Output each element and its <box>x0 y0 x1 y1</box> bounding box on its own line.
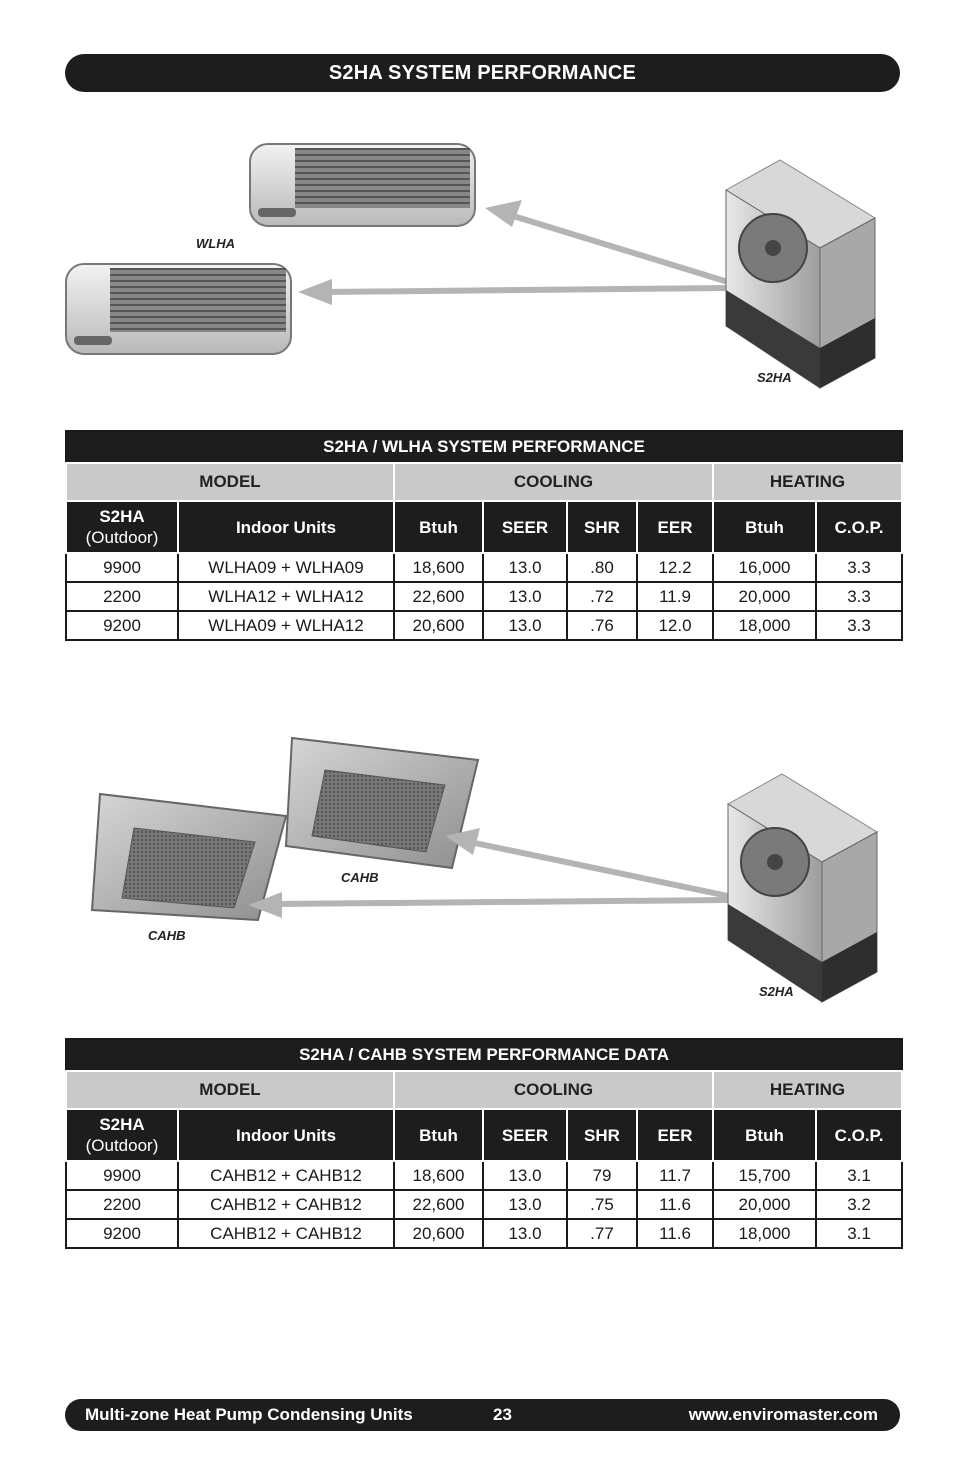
group-model: MODEL <box>66 463 394 501</box>
col-cop: C.O.P. <box>816 501 902 553</box>
col-shr: SHR <box>567 501 637 553</box>
outdoor-unit <box>728 774 877 1002</box>
website-link[interactable]: www.enviromaster.com <box>688 1405 878 1424</box>
group-heating: HEATING <box>713 463 902 501</box>
col-cooling-btuh: Btuh <box>394 501 483 553</box>
footer-title: Multi-zone Heat Pump Condensing Units <box>85 1405 413 1424</box>
wall-unit-upper <box>250 144 475 226</box>
group-model: MODEL <box>66 1071 394 1109</box>
page-number: 23 <box>493 1405 512 1424</box>
cahb-caption-bottom: CAHB <box>148 928 186 943</box>
col-cop: C.O.P. <box>816 1109 902 1161</box>
group-cooling: COOLING <box>394 463 713 501</box>
col-s2ha: S2HA (Outdoor) <box>66 501 178 553</box>
col-seer: SEER <box>483 1109 567 1161</box>
table-row: 9900 WLHA09 + WLHA09 18,600 13.0 .80 12.2 16,000 3.3 <box>66 553 902 582</box>
page-footer <box>65 1399 900 1431</box>
col-indoor-units: Indoor Units <box>178 501 394 553</box>
table-row: 9200 CAHB12 + CAHB12 20,600 13.0 .77 11.6 18,000 3.1 <box>66 1219 902 1248</box>
col-seer: SEER <box>483 501 567 553</box>
table-title: S2HA / WLHA SYSTEM PERFORMANCE <box>66 431 902 463</box>
wlha-performance-table <box>65 430 903 641</box>
cahb-performance-table <box>65 1038 903 1249</box>
col-heating-btuh: Btuh <box>713 501 816 553</box>
table-title: S2HA / CAHB SYSTEM PERFORMANCE DATA <box>66 1039 902 1071</box>
col-cooling-btuh: Btuh <box>394 1109 483 1161</box>
cassette-unit-lower <box>92 794 286 920</box>
col-s2ha: S2HA (Outdoor) <box>66 1109 178 1161</box>
wall-unit-lower <box>66 264 291 354</box>
col-shr: SHR <box>567 1109 637 1161</box>
col-indoor-units: Indoor Units <box>178 1109 394 1161</box>
s2ha-caption-2: S2HA <box>759 984 794 999</box>
page-title: S2HA SYSTEM PERFORMANCE <box>65 54 900 92</box>
table-row: 9200 WLHA09 + WLHA12 20,600 13.0 .76 12.0 18,000 3.3 <box>66 611 902 640</box>
col-eer: EER <box>637 501 713 553</box>
group-heating: HEATING <box>713 1071 902 1109</box>
table-row: 2200 CAHB12 + CAHB12 22,600 13.0 .75 11.6 20,000 3.2 <box>66 1190 902 1219</box>
wlha-caption: WLHA <box>196 236 235 251</box>
s2ha-caption-1: S2HA <box>757 370 792 385</box>
col-heating-btuh: Btuh <box>713 1109 816 1161</box>
col-eer: EER <box>637 1109 713 1161</box>
outdoor-unit <box>726 160 875 388</box>
group-cooling: COOLING <box>394 1071 713 1109</box>
table-row: 9900 CAHB12 + CAHB12 18,600 13.0 79 11.7 15,700 3.1 <box>66 1161 902 1190</box>
cassette-unit-upper <box>286 738 478 868</box>
table-row: 2200 WLHA12 + WLHA12 22,600 13.0 .72 11.9 20,000 3.3 <box>66 582 902 611</box>
cahb-caption-top: CAHB <box>341 870 379 885</box>
